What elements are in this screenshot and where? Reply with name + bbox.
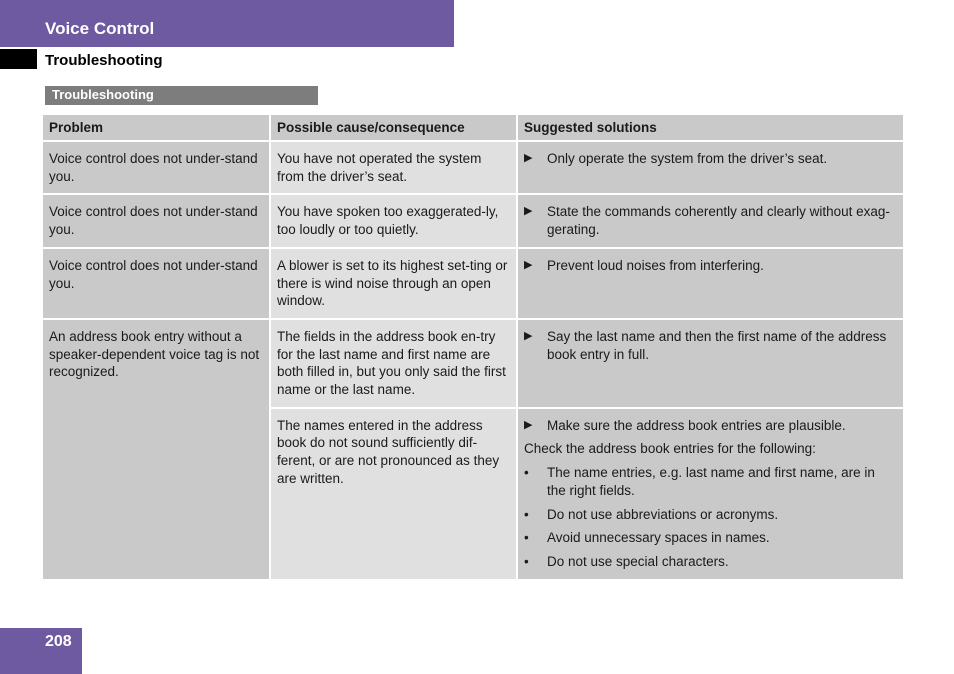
troubleshooting-table — [43, 115, 903, 581]
solution-cell — [517, 319, 903, 408]
cause-cell: The names entered in the address book do not sound sufficiently dif-ferent, or are not pronounced as they are written. — [270, 408, 517, 580]
bullet-dot-icon: • — [524, 506, 529, 522]
triangle-right-icon: ▶ — [524, 205, 533, 218]
solution-cell — [517, 194, 903, 247]
cause-cell: You have not operated the system from the driver’s seat. — [270, 141, 517, 194]
bullet-text: Do not use special characters. — [547, 553, 729, 569]
table-row — [43, 248, 903, 319]
header-solutions: Suggested solutions — [517, 115, 903, 141]
problem-cell: An address book entry without a speaker-dependent voice tag is not recognized. — [43, 319, 270, 580]
bullet-dot-icon: • — [524, 530, 529, 546]
solution-note: Check the address book entries for the following: — [524, 441, 816, 457]
table-row — [43, 194, 903, 247]
chapter-title: Voice Control — [45, 19, 155, 38]
bullet-dot-icon: • — [524, 465, 529, 481]
triangle-right-icon: ▶ — [524, 152, 533, 164]
table-caption-bar: Troubleshooting — [45, 86, 318, 105]
section-title: Troubleshooting — [45, 52, 163, 69]
cause-cell: You have spoken too exaggerated-ly, too loudly or too quietly. — [270, 194, 517, 247]
solution-cell — [517, 248, 903, 319]
bullet-dot-icon: • — [524, 553, 529, 569]
solution-text: Make sure the address book entries are plausible. — [547, 417, 846, 433]
problem-cell: Voice control does not under-stand you. — [43, 194, 270, 247]
solution-cell — [517, 141, 903, 194]
triangle-right-icon: ▶ — [524, 258, 533, 271]
section-marker — [0, 49, 37, 69]
triangle-right-icon: ▶ — [524, 329, 533, 342]
page-number: 208 — [45, 633, 72, 650]
cause-cell: The fields in the address book en-try for the last name and first name are both filled in, but you only said the first name or the last name. — [270, 319, 517, 408]
solution-text: Say the last name and then the first name of the address book entry in full. — [547, 328, 887, 362]
triangle-right-icon: ▶ — [524, 418, 533, 431]
problem-cell: Voice control does not under-stand you. — [43, 248, 270, 319]
bullet-text: The name entries, e.g. last name and first name, are in the right fields. — [547, 465, 875, 498]
solution-cell — [517, 408, 903, 580]
bullet-text: Avoid unnecessary spaces in names. — [547, 530, 770, 546]
bullet-text: Do not use abbreviations or acronyms. — [547, 506, 779, 522]
cause-cell: A blower is set to its highest set-ting or there is wind noise through an open window. — [270, 248, 517, 319]
solution-text: State the commands coherently and clearly without exag-gerating. — [547, 204, 890, 238]
solution-text: Prevent loud noises from interfering. — [547, 257, 764, 273]
problem-cell: Voice control does not under-stand you. — [43, 141, 270, 194]
header-problem: Problem — [43, 115, 270, 141]
table-row — [43, 319, 903, 408]
header-cause: Possible cause/consequence — [270, 115, 517, 141]
table-header-row — [43, 115, 903, 141]
table-row — [43, 141, 903, 194]
solution-text: Only operate the system from the driver’s seat. — [547, 151, 828, 166]
